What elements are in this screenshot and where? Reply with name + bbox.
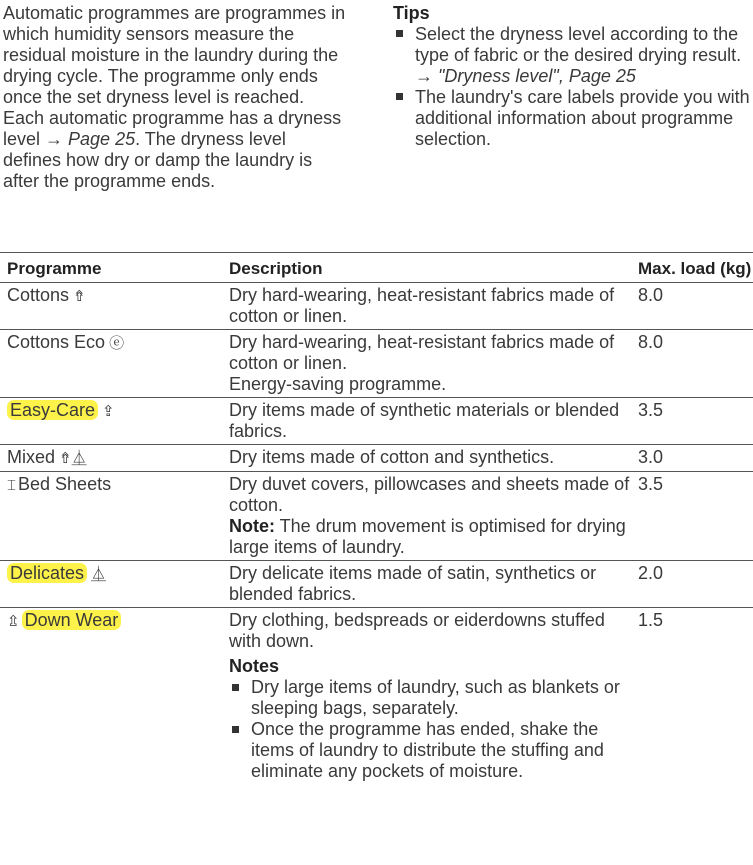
programme-name: Cottons Eco: [7, 332, 106, 352]
description-note: [229, 516, 638, 558]
programme-name: Cottons: [7, 285, 70, 305]
intro-text: [3, 3, 348, 192]
tip-item: [393, 87, 753, 150]
header-programme: Programme: [0, 253, 229, 283]
programme-name-highlighted: Easy-Care: [7, 400, 98, 420]
programme-cell: [0, 283, 229, 330]
description-text: Dry hard-wearing, heat-resistant fabrics made of cotton or linen.: [229, 332, 615, 373]
easy-care-icon: ⇪: [102, 403, 115, 420]
description-cell: [229, 283, 638, 330]
programme-cell: [0, 608, 229, 785]
max-load-cell: 3.5: [638, 398, 753, 445]
max-load-cell: 8.0: [638, 283, 753, 330]
description-cell: [229, 445, 638, 472]
programme-name-highlighted: Delicates: [7, 563, 87, 583]
description-cell: [229, 561, 638, 608]
note-item: Once the programme has ended, shake the items of laundry to distribute the stuffing and eliminate any pockets of moisture.: [229, 719, 638, 782]
intro-paragraph-1: Automatic programmes are programmes in which humidity sensors measure the residual moisture in the laundry during the drying cycle. The programme only ends once the set dryness level is reached.: [3, 3, 346, 107]
description-cell: [229, 608, 638, 785]
note-text: The drum movement is optimised for drying large items of laundry.: [229, 516, 626, 557]
notes-label: Notes: [229, 656, 280, 676]
header-max-load: Max. load (kg): [638, 253, 753, 283]
page-reference-link[interactable]: → Page 25: [45, 129, 136, 149]
cottons-icon: ⇮: [73, 288, 86, 305]
cottons-eco-icon: ⓔ: [109, 335, 125, 352]
note-item: Dry large items of laundry, such as blankets or sleeping bags, separately.: [229, 677, 638, 719]
programme-cell: [0, 398, 229, 445]
description-cell: [229, 398, 638, 445]
intro-p2-text: Each automatic programme has a dryness level: [3, 108, 342, 149]
max-load-cell: 2.0: [638, 561, 753, 608]
table-row: [0, 398, 753, 445]
table-row: [0, 330, 753, 398]
notes-list: [229, 677, 638, 782]
note-label: Note:: [229, 516, 275, 536]
description-text: Dry duvet covers, pillowcases and sheets made of cotton.: [229, 474, 630, 515]
description-text: Dry delicate items made of satin, synthetics or blended fabrics.: [229, 563, 597, 604]
max-load-cell: 3.5: [638, 472, 753, 561]
description-text: Dry hard-wearing, heat-resistant fabrics made of cotton or linen.: [229, 285, 615, 326]
header-description: Description: [229, 253, 638, 283]
programme-cell: [0, 330, 229, 398]
table-header-row: [0, 253, 753, 283]
intro-paragraph-2: [3, 108, 348, 192]
table-row: [0, 561, 753, 608]
description-text: Dry items made of cotton and synthetics.: [229, 447, 555, 467]
tip-item: [393, 24, 753, 87]
max-load-cell: 8.0: [638, 330, 753, 398]
table-row: [0, 472, 753, 561]
description-cell: [229, 330, 638, 398]
down-wear-icon: ⇫: [7, 613, 20, 630]
tips-list: [393, 24, 753, 150]
programme-cell: [0, 472, 229, 561]
programme-name: Bed Sheets: [18, 474, 112, 494]
programme-table: [0, 252, 753, 784]
max-load-cell: 3.0: [638, 445, 753, 472]
bed-sheets-icon: ⌶: [7, 477, 17, 494]
tips-box: [393, 3, 753, 150]
mixed-icon: ⇮⏅: [59, 450, 87, 467]
programme-cell: [0, 561, 229, 608]
max-load-cell: 1.5: [638, 608, 753, 785]
table-row: [0, 445, 753, 472]
tips-title: Tips: [393, 3, 430, 23]
intro-p2-text-end: . The dryness level defines how dry or damp the laundry is after the programme ends.: [3, 129, 313, 191]
description-cell: [229, 472, 638, 561]
programme-cell: [0, 445, 229, 472]
delicates-icon: ⏅: [91, 566, 107, 583]
dryness-level-reference[interactable]: → "Dryness level", Page 25: [415, 66, 636, 86]
description-extra: Energy-saving programme.: [229, 374, 447, 394]
programme-name: Mixed: [7, 447, 56, 467]
tip-text: The laundry's care labels provide you with additional information about programme selection.: [415, 87, 750, 149]
description-text: Dry clothing, bedspreads or eiderdowns stuffed with down.: [229, 610, 605, 651]
table-row: [0, 283, 753, 330]
table-row: [0, 608, 753, 785]
description-text: Dry items made of synthetic materials or blended fabrics.: [229, 400, 620, 441]
programme-name-highlighted: Down Wear: [22, 610, 122, 630]
tip-text: Select the dryness level according to the type of fabric or the desired drying result.: [415, 24, 742, 65]
